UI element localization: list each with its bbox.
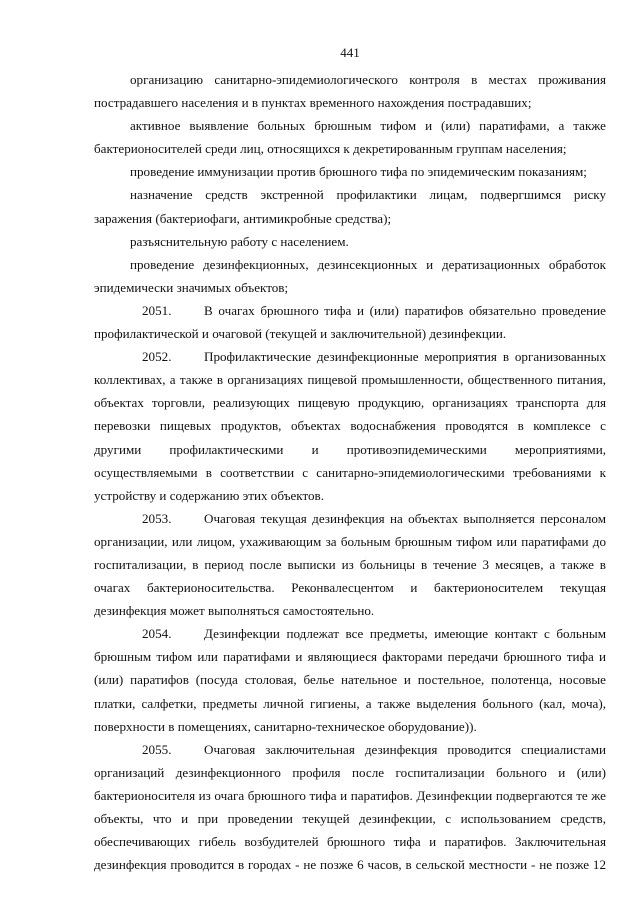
list-paragraph [94, 253, 606, 299]
paragraph-number: 2055. [142, 741, 172, 757]
paragraph-text: В очагах брюшного тифа и (или) паратифов обязательно проведение профилактической и очаговой (текущей и заключительной) дезинфекции. [94, 302, 606, 342]
numbered-paragraph [94, 622, 606, 737]
paragraph-text: разъяснительную работу с населением. [130, 233, 349, 249]
list-paragraph [94, 160, 606, 183]
document-body [94, 68, 606, 876]
paragraph-number: 2054. [142, 626, 172, 642]
paragraph-text: организацию санитарно-эпидемиологического контроля в местах проживания пострадавшего населения и в пунктах временного нахождения пострадавших; [94, 72, 606, 111]
paragraph-text: Очаговая заключительная дезинфекция проводится специалистами организаций дезинфекционного профиля после госпитализации больного и (или) бактерионосителя из очага брюшного тифа и паратифов. Дезинфекции подвергаются те же объекты, что и при проведении текущей дезинфекции, с использованием средств, обеспечивающих гибель возбудителей брюшного тифа и паратифов. Заключительная дезинфекция проводится в городах - не позже 6 часов, в сельской местности - не позже 12 [94, 741, 606, 873]
paragraph-text: назначение средств экстренной профилактики лицам, подвергшимся риску заражения (бактериофаги, антимикробные средства); [94, 187, 606, 226]
numbered-paragraph [94, 738, 606, 877]
numbered-paragraph [94, 299, 606, 345]
paragraph-text: проведение иммунизации против брюшного тифа по эпидемическим показаниям; [130, 164, 587, 180]
paragraph-text: Профилактические дезинфекционные мероприятия в организованных коллективах, а также в организациях пищевой промышленности, общественного питания, объектах торговли, реализующих пищевую продукцию, организациях транспорта для перевозки пищевых продуктов, объектах водоснабжения проводятся в комплексе с другими профилактическими и противоэпидемическими мероприятиями, осуществляемыми в соответствии с санитарно-эпидемиологическими требованиями к устройству и содержанию этих объектов. [94, 349, 606, 503]
paragraph-number: 2051. [142, 302, 172, 318]
list-paragraph [94, 114, 606, 160]
paragraph-number: 2053. [142, 510, 172, 526]
list-paragraph [94, 183, 606, 229]
paragraph-number: 2052. [142, 349, 172, 365]
paragraph-text: Очаговая текущая дезинфекция на объектах выполняется персоналом организации, или лицом, ухаживающим за больным брюшным тифом или паратифами до госпитализации, в период после выписки из больницы в течение 3 месяцев, а также в очагах бактерионосительства. Реконвалесцентом и бактерионосителем текущая дезинфекция может выполняться самостоятельно. [94, 510, 606, 619]
list-paragraph [94, 68, 606, 114]
paragraph-text: активное выявление больных брюшным тифом и (или) паратифами, а также бактерионосителей среди лиц, относящихся к декретированным группам населения; [94, 118, 606, 157]
page-number: 441 [340, 45, 360, 60]
numbered-paragraph [94, 507, 606, 622]
paragraph-text: Дезинфекции подлежат все предметы, имеющие контакт с больным брюшным тифом или паратифами и являющиеся факторами передачи брюшного тифа и (или) паратифов (посуда столовая, белье нательное и постельное, полотенца, носовые платки, салфетки, предметы личной гигиены, а также выделения больного (кал, моча), поверхности в помещениях, санитарно-техническое оборудование)). [94, 626, 606, 734]
numbered-paragraph [94, 345, 606, 507]
list-paragraph [94, 230, 606, 253]
paragraph-text: проведение дезинфекционных, дезинсекционных и дератизационных обработок эпидемически значимых объектов; [94, 256, 606, 295]
